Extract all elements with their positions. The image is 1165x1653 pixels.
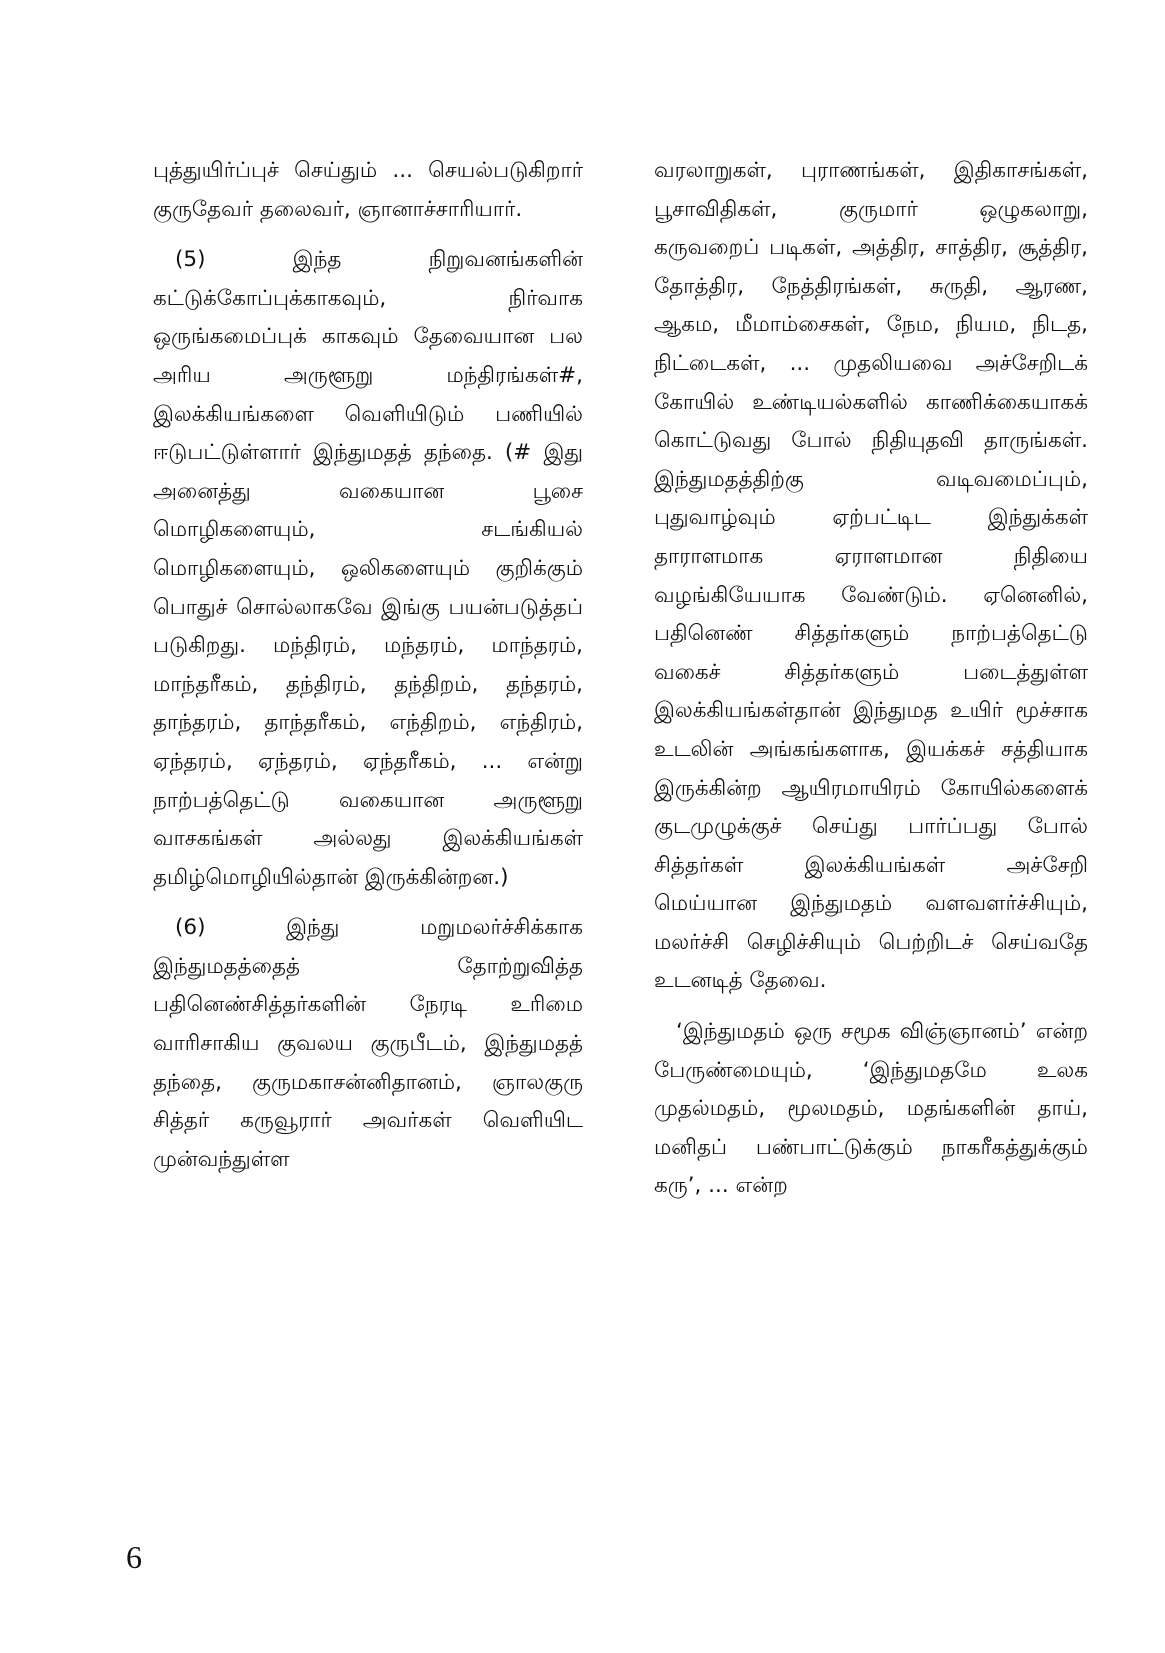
- paragraph: (5) இந்த நிறுவனங்களின் கட்டுக்கோப்புக்காகவும், நிர்வாக ஒருங்கமைப்புக் காகவும் தேவையான பல அரிய அருளூறு மந்திரங்கள்#, இலக்கியங்களை வெளியிடும் பணியில் ஈடுபட்டுள்ளார் இந்துமதத் தந்தை. (# இது அனைத்து வகையான பூசை மொழிகளையும், சடங்கியல் மொழிகளையும், ஒலிகளையும் குறிக்கும் பொதுச் சொல்லாகவே இங்கு பயன்படுத்தப் படுகிறது. மந்திரம், மந்தரம், மாந்தரம், மாந்தரீகம், தந்திரம், தந்திறம், தந்தரம், தாந்தரம், தாந்தரீகம், எந்திறம், எந்திரம், ஏந்தரம், ஏந்தரம், ஏந்தரீகம், ... என்று நாற்பத்தெட்டு வகையான அருளூறு வாசகங்கள் அல்லது இலக்கியங்கள் தமிழ்மொழியில்தான் இருக்கின்றன.): [153, 247, 583, 890]
- paragraph: (6) இந்து மறுமலர்ச்சிக்காக இந்துமதத்தைத் தோற்றுவித்த பதினெண்சித்தர்களின் நேரடி உரிமை வாரிசாகிய குவலய குருபீடம், இந்துமதத் தந்தை, குருமகாசன்னிதானம், ஞாலகுரு சித்தர் கருவூரார் அவர்கள் வெளியிட முன்வந்துள்ள: [153, 915, 583, 1172]
- left-column: [153, 152, 583, 1191]
- page-number: 6: [126, 1539, 142, 1575]
- paragraph: வரலாறுகள், புராணங்கள், இதிகாசங்கள், பூசாவிதிகள், குருமார் ஒழுகலாறு, கருவறைப் படிகள், அத்திர, சாத்திர, சூத்திர, தோத்திர, நேத்திரங்கள், சுருதி, ஆரண, ஆகம, மீமாம்சைகள், நேம, நியம, நிடத, நிட்டைகள், ... முதலியவை அச்சேறிடக் கோயில் உண்டியல்களில் காணிக்கையாகக் கொட்டுவது போல் நிதியுதவி தாருங்கள். இந்துமதத்திற்கு வடிவமைப்பும், புதுவாழ்வும் ஏற்பட்டிட இந்துக்கள் தாராளமாக ஏராளமான நிதியை வழங்கியேயாக வேண்டும். ஏனெனில், பதினெண் சித்தர்களும் நாற்பத்தெட்டு வகைச் சித்தர்களும் படைத்துள்ள இலக்கியங்கள்தான் இந்துமத உயிர் மூச்சாக உடலின் அங்கங்களாக, இயக்கச் சத்தியாக இருக்கின்ற ஆயிரமாயிரம் கோயில்களைக் குடமுழுக்குச் செய்து பார்ப்பது போல் சித்தர்கள் இலக்கியங்கள் அச்சேறி மெய்யான இந்துமதம் வளவளர்ச்சியும், மலர்ச்சி செழிச்சியும் பெற்றிடச் செய்வதே உடனடித் தேவை.: [654, 158, 1088, 994]
- paragraph: ‘இந்துமதம் ஒரு சமூக விஞ்ஞானம்’ என்ற பேருண்மையும், ‘இந்துமதமே உலக முதல்மதம், மூலமதம், மதங்களின் தாய், மனிதப் பண்பாட்டுக்கும் நாகரீகத்துக்கும் கரு’, ... என்ற: [654, 1019, 1088, 1199]
- right-column: [654, 152, 1088, 1218]
- paragraph: புத்துயிர்ப்புச் செய்தும் ... செயல்படுகிறார் குருதேவர் தலைவர், ஞானாச்சாரியார்.: [153, 158, 583, 222]
